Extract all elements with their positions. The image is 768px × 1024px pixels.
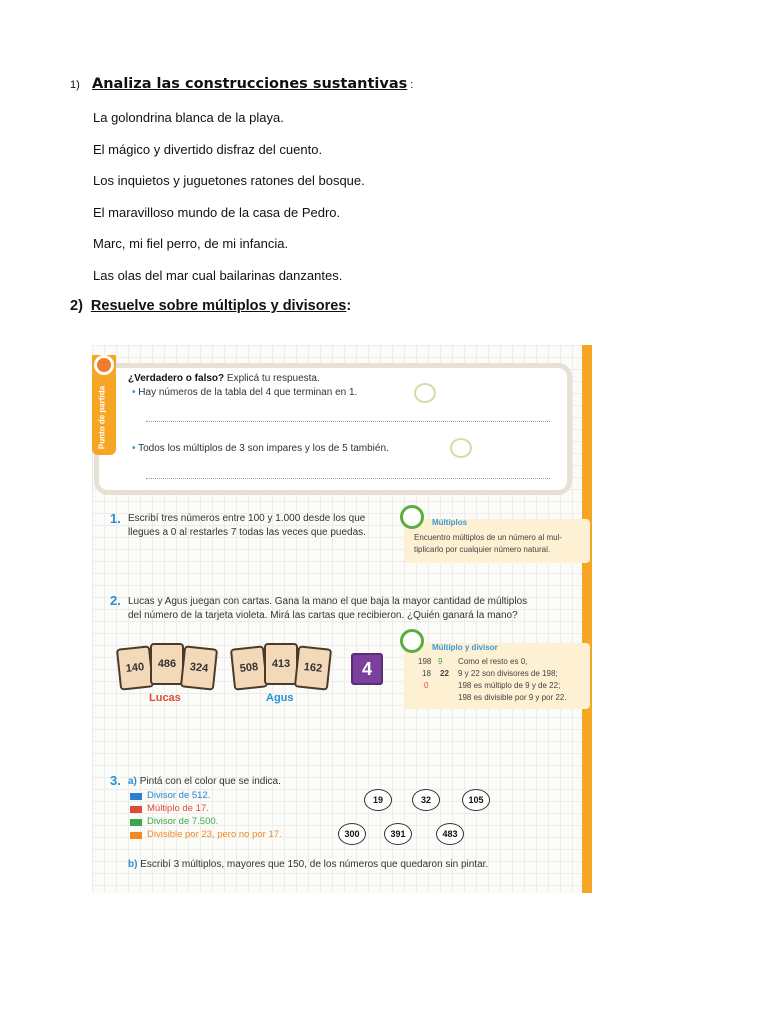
tf-heading: ¿Verdadero o falso? [128,373,225,384]
division-quotient: 22 [440,669,449,678]
tf-heading-line [128,373,320,384]
division-remainder: 0 [424,681,429,690]
tf-item-2 [132,443,389,454]
multiple-divisor-line-1: Como el resto es 0, [458,657,528,666]
bullet-icon: • [132,387,136,398]
multiples-note-title: Múltiplos [432,518,468,527]
tf-item-1 [132,387,357,398]
exercise-2-line-1: Lucas y Agus juegan con cartas. Gana la mano el que baja la mayor cantidad de múltiplos [128,596,528,607]
exercise-3b-label: b) [128,859,138,870]
swatch-green [130,819,142,826]
number-circle[interactable]: 105 [462,789,490,811]
lucas-card: 140 [116,645,154,690]
lucas-card: 324 [180,645,218,690]
exercise-2-number: 2. [110,593,121,608]
division-divisor: 9 [438,657,443,666]
multiple-divisor-line-4: 198 es divisible por 9 y por 22. [458,693,567,702]
agus-card: 162 [294,645,332,690]
sentence-list [93,110,365,299]
sentence-item: El maravilloso mundo de la casa de Pedro. [93,204,341,220]
exercise-3-number: 3. [110,773,121,788]
exercise-1-line-2: llegues a 0 al restarles 7 todas las veces que puedas. [128,527,366,538]
exercise-1-line-1: Escribí tres números entre 100 y 1.000 desde los que [128,513,366,524]
multiples-note-line-2: tiplicarlo por cualquier número natural. [414,545,551,554]
violet-card: 4 [351,653,383,685]
legend-item: Divisible por 23, pero no por 17. [147,829,282,840]
side-tab-label: Punto de partida [97,385,107,450]
agus-label: Agus [266,692,294,704]
sentence-item: Las olas del mar cual bailarinas danzantes. [93,267,343,283]
question-1-colon: : [410,79,414,91]
exercise-3a-line [128,776,281,787]
cloud-icon [400,505,424,529]
cloud-icon [400,629,424,653]
swatch-orange [130,832,142,839]
lucas-card: 486 [150,643,184,685]
number-circle[interactable]: 19 [364,789,392,811]
number-circle[interactable]: 483 [436,823,464,845]
question-1-number: 1) [70,79,80,91]
agus-card: 413 [264,643,298,685]
agus-card: 508 [230,645,268,690]
legend-item: Divisor de 7.500. [147,816,219,827]
multiple-divisor-note-title: Múltiplo y divisor [432,643,498,652]
exercise-3b-text: Escribí 3 múltiplos, mayores que 150, de los números que quedaron sin pintar. [140,859,489,870]
pin-icon [94,355,114,375]
question-2-title: Resuelve sobre múltiplos y divisores [90,298,347,314]
sentence-item: El mágico y divertido disfraz del cuento. [93,141,323,157]
division-dividend: 198 [418,657,432,666]
answer-line-1[interactable] [146,421,550,422]
legend-item: Múltiplo de 17. [147,803,209,814]
number-circle[interactable]: 32 [412,789,440,811]
exercise-2-line-2: del número de la tarjeta violeta. Mirá las cartas que recibieron. ¿Quién ganará la mano? [128,610,518,621]
question-2-number: 2) [70,298,83,314]
textbook-image [92,345,592,893]
sentence-item: La golondrina blanca de la playa. [93,110,284,125]
tf-item-1-text: Hay números de la tabla del 4 que terminan en 1. [138,387,358,398]
question-2-header [70,298,351,314]
bullet-icon: • [132,443,136,454]
tf-instruction: Explicá tu respuesta. [226,373,320,384]
legend-item: Divisor de 512. [147,790,211,801]
lucas-label: Lucas [149,692,181,704]
swatch-red [130,806,142,813]
answer-oval-2[interactable] [450,438,472,458]
number-circle[interactable]: 300 [338,823,366,845]
sentence-item: Los inquietos y juguetones ratones del bosque. [93,173,365,188]
tf-item-2-text: Todos los múltiplos de 3 son impares y los de 5 también. [138,443,389,454]
question-2-colon: : [346,298,352,314]
question-1-header [70,76,413,92]
exercise-3a-label: a) [128,776,137,787]
sentence-item: Marc, mi fiel perro, de mi infancia. [93,236,289,251]
multiples-note-line-1: Encuentro múltiplos de un número al mul- [414,533,563,542]
multiple-divisor-line-3: 198 es múltiplo de 9 y de 22; [458,681,561,690]
division-row: 18 [422,669,431,678]
multiple-divisor-line-2: 9 y 22 son divisores de 198; [458,669,558,678]
answer-oval-1[interactable] [414,383,436,403]
exercise-3b-line [128,859,488,870]
number-circle[interactable]: 391 [384,823,412,845]
question-1-title: Analiza las construcciones sustantivas [92,76,408,92]
page-edge [582,345,592,893]
answer-line-2[interactable] [146,478,550,479]
swatch-blue [130,793,142,800]
exercise-1-number: 1. [110,511,121,526]
exercise-3a-text: Pintá con el color que se indica. [139,776,281,787]
